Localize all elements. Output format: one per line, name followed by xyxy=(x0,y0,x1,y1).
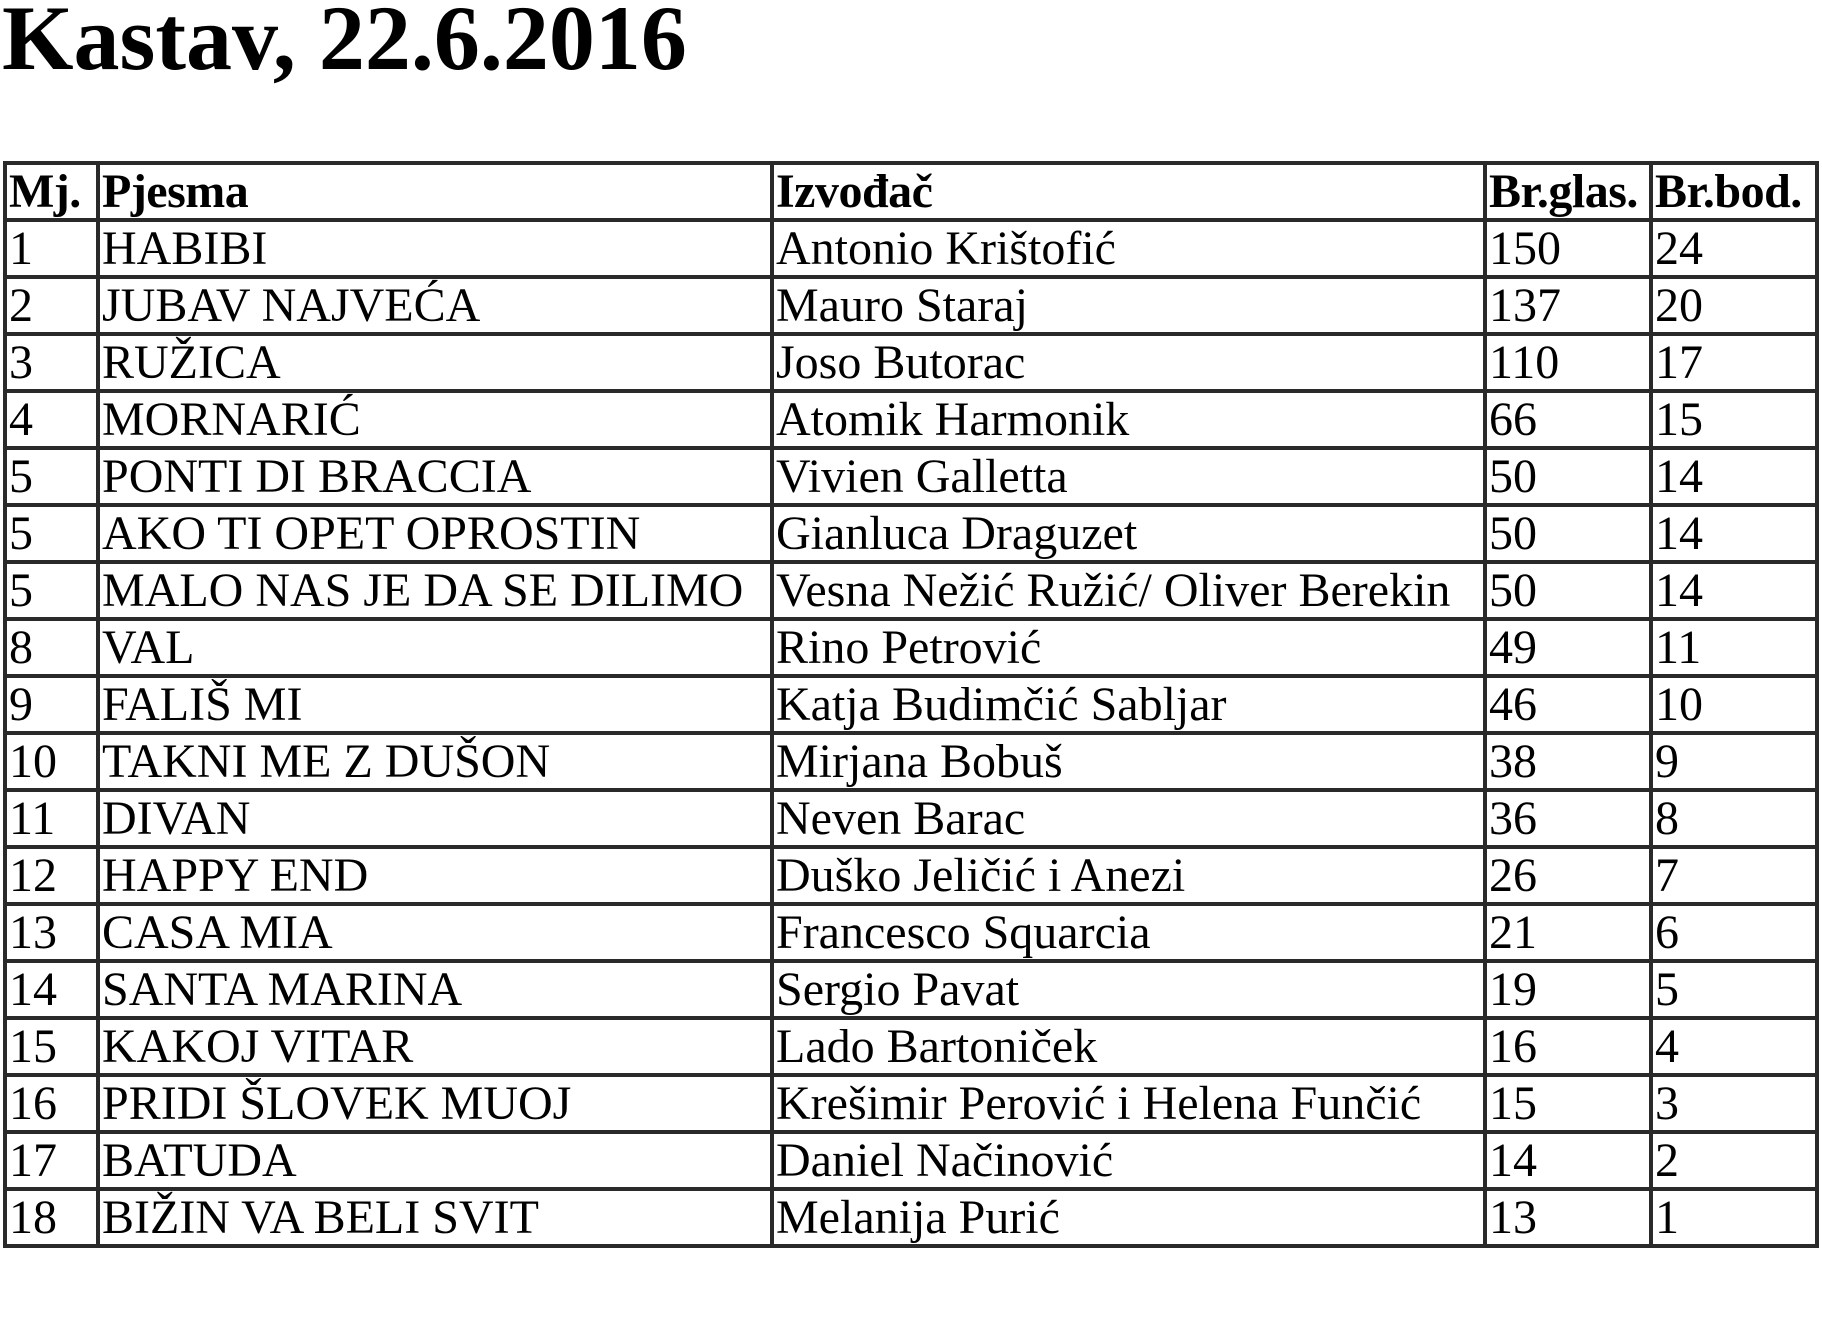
cell-artist: Joso Butorac xyxy=(772,334,1485,391)
cell-rank: 9 xyxy=(5,676,98,733)
cell-rank: 13 xyxy=(5,904,98,961)
cell-song: BATUDA xyxy=(98,1132,772,1189)
cell-points: 1 xyxy=(1651,1189,1817,1246)
cell-rank: 5 xyxy=(5,562,98,619)
cell-artist: Vesna Nežić Ružić/ Oliver Berekin xyxy=(772,562,1485,619)
cell-artist: Neven Barac xyxy=(772,790,1485,847)
table-row xyxy=(5,676,1817,733)
cell-song: HAPPY END xyxy=(98,847,772,904)
cell-points: 14 xyxy=(1651,448,1817,505)
cell-rank: 2 xyxy=(5,277,98,334)
cell-artist: Francesco Squarcia xyxy=(772,904,1485,961)
cell-artist: Gianluca Draguzet xyxy=(772,505,1485,562)
table-row xyxy=(5,1018,1817,1075)
header-song: Pjesma xyxy=(98,163,772,220)
page-title: Kastav, 22.6.2016 xyxy=(2,0,687,89)
cell-rank: 17 xyxy=(5,1132,98,1189)
cell-rank: 1 xyxy=(5,220,98,277)
cell-song: BIŽIN VA BELI SVIT xyxy=(98,1189,772,1246)
cell-points: 5 xyxy=(1651,961,1817,1018)
cell-votes: 150 xyxy=(1485,220,1651,277)
cell-artist: Katja Budimčić Sabljar xyxy=(772,676,1485,733)
cell-votes: 66 xyxy=(1485,391,1651,448)
table-row xyxy=(5,619,1817,676)
cell-song: RUŽICA xyxy=(98,334,772,391)
table-row xyxy=(5,220,1817,277)
cell-artist: Duško Jeličić i Anezi xyxy=(772,847,1485,904)
cell-artist: Rino Petrović xyxy=(772,619,1485,676)
cell-votes: 26 xyxy=(1485,847,1651,904)
cell-song: AKO TI OPET OPROSTIN xyxy=(98,505,772,562)
cell-song: TAKNI ME Z DUŠON xyxy=(98,733,772,790)
cell-points: 6 xyxy=(1651,904,1817,961)
table-row xyxy=(5,505,1817,562)
cell-artist: Daniel Načinović xyxy=(772,1132,1485,1189)
cell-artist: Vivien Galletta xyxy=(772,448,1485,505)
cell-votes: 137 xyxy=(1485,277,1651,334)
cell-song: CASA MIA xyxy=(98,904,772,961)
table-row xyxy=(5,562,1817,619)
cell-points: 8 xyxy=(1651,790,1817,847)
cell-song: PRIDI ŠLOVEK MUOJ xyxy=(98,1075,772,1132)
cell-rank: 5 xyxy=(5,448,98,505)
cell-votes: 38 xyxy=(1485,733,1651,790)
cell-points: 11 xyxy=(1651,619,1817,676)
cell-rank: 8 xyxy=(5,619,98,676)
cell-points: 7 xyxy=(1651,847,1817,904)
cell-rank: 4 xyxy=(5,391,98,448)
cell-song: MALO NAS JE DA SE DILIMO xyxy=(98,562,772,619)
cell-points: 17 xyxy=(1651,334,1817,391)
cell-song: JUBAV NAJVEĆA xyxy=(98,277,772,334)
header-row xyxy=(5,163,1817,220)
results-table xyxy=(3,161,1819,1248)
cell-points: 24 xyxy=(1651,220,1817,277)
cell-rank: 11 xyxy=(5,790,98,847)
table-row xyxy=(5,277,1817,334)
cell-votes: 15 xyxy=(1485,1075,1651,1132)
cell-votes: 50 xyxy=(1485,562,1651,619)
table-row xyxy=(5,733,1817,790)
cell-votes: 49 xyxy=(1485,619,1651,676)
cell-artist: Antonio Krištofić xyxy=(772,220,1485,277)
header-votes: Br.glas. xyxy=(1485,163,1651,220)
cell-rank: 18 xyxy=(5,1189,98,1246)
cell-artist: Lado Bartoniček xyxy=(772,1018,1485,1075)
cell-votes: 36 xyxy=(1485,790,1651,847)
cell-points: 15 xyxy=(1651,391,1817,448)
table-row xyxy=(5,448,1817,505)
cell-artist: Melanija Purić xyxy=(772,1189,1485,1246)
cell-artist: Atomik Harmonik xyxy=(772,391,1485,448)
cell-rank: 16 xyxy=(5,1075,98,1132)
cell-votes: 13 xyxy=(1485,1189,1651,1246)
cell-song: PONTI DI BRACCIA xyxy=(98,448,772,505)
cell-points: 14 xyxy=(1651,562,1817,619)
table-row xyxy=(5,790,1817,847)
table-body xyxy=(5,220,1817,1246)
cell-song: MORNARIĆ xyxy=(98,391,772,448)
cell-rank: 3 xyxy=(5,334,98,391)
cell-points: 4 xyxy=(1651,1018,1817,1075)
cell-artist: Krešimir Perović i Helena Funčić xyxy=(772,1075,1485,1132)
cell-rank: 10 xyxy=(5,733,98,790)
table-row xyxy=(5,961,1817,1018)
table-row xyxy=(5,904,1817,961)
cell-points: 10 xyxy=(1651,676,1817,733)
cell-rank: 12 xyxy=(5,847,98,904)
table-row xyxy=(5,1189,1817,1246)
cell-points: 20 xyxy=(1651,277,1817,334)
cell-artist: Mirjana Bobuš xyxy=(772,733,1485,790)
cell-rank: 5 xyxy=(5,505,98,562)
cell-song: DIVAN xyxy=(98,790,772,847)
cell-artist: Sergio Pavat xyxy=(772,961,1485,1018)
cell-song: HABIBI xyxy=(98,220,772,277)
cell-points: 2 xyxy=(1651,1132,1817,1189)
table-row xyxy=(5,1075,1817,1132)
header-points: Br.bod. xyxy=(1651,163,1817,220)
table-row xyxy=(5,1132,1817,1189)
cell-song: KAKOJ VITAR xyxy=(98,1018,772,1075)
cell-points: 14 xyxy=(1651,505,1817,562)
cell-rank: 14 xyxy=(5,961,98,1018)
cell-song: VAL xyxy=(98,619,772,676)
header-rank: Mj. xyxy=(5,163,98,220)
cell-votes: 46 xyxy=(1485,676,1651,733)
cell-votes: 21 xyxy=(1485,904,1651,961)
cell-votes: 50 xyxy=(1485,505,1651,562)
table-row xyxy=(5,391,1817,448)
cell-points: 3 xyxy=(1651,1075,1817,1132)
cell-votes: 14 xyxy=(1485,1132,1651,1189)
cell-votes: 50 xyxy=(1485,448,1651,505)
cell-votes: 110 xyxy=(1485,334,1651,391)
cell-votes: 16 xyxy=(1485,1018,1651,1075)
cell-song: FALIŠ MI xyxy=(98,676,772,733)
cell-votes: 19 xyxy=(1485,961,1651,1018)
table-row xyxy=(5,334,1817,391)
table-row xyxy=(5,847,1817,904)
cell-rank: 15 xyxy=(5,1018,98,1075)
header-artist: Izvođač xyxy=(772,163,1485,220)
cell-points: 9 xyxy=(1651,733,1817,790)
cell-song: SANTA MARINA xyxy=(98,961,772,1018)
cell-artist: Mauro Staraj xyxy=(772,277,1485,334)
